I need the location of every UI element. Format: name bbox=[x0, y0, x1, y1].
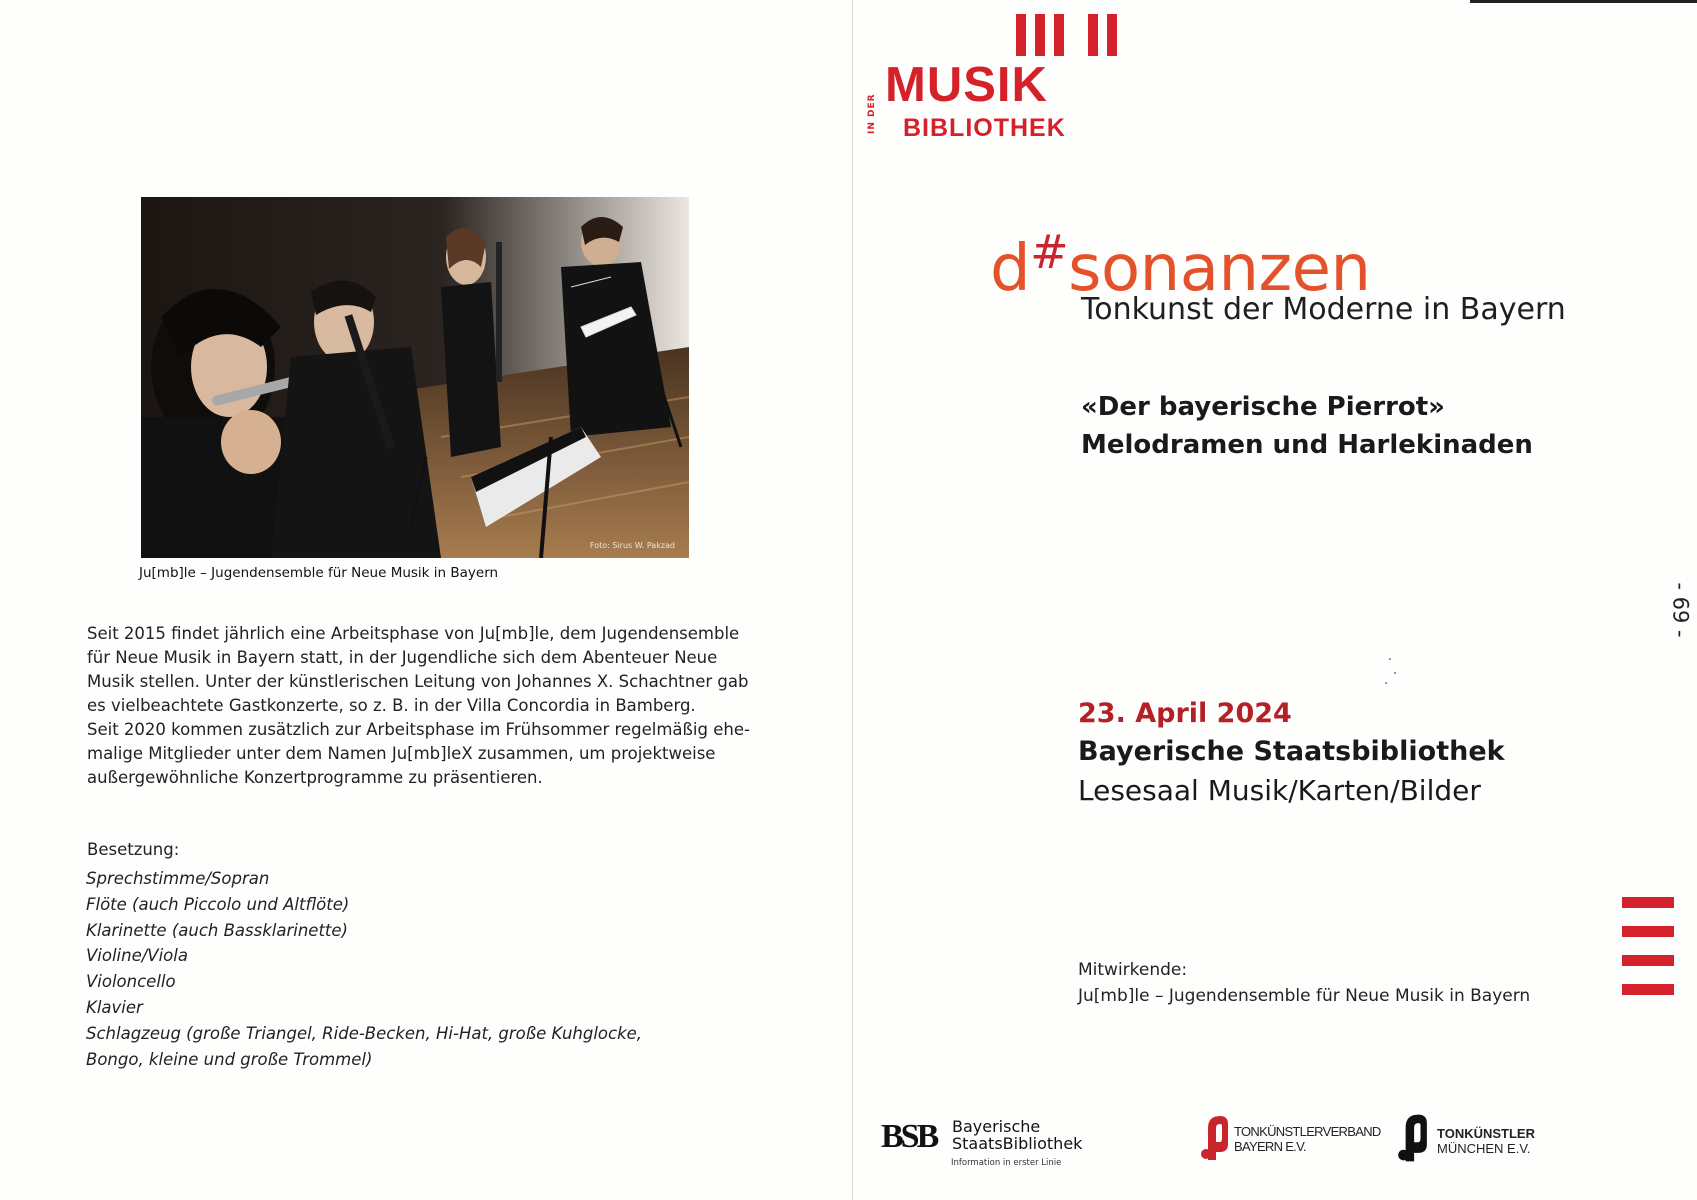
body-text bbox=[87, 622, 767, 790]
event-venue: Bayerische Staatsbibliothek bbox=[1078, 736, 1505, 767]
program-title-block bbox=[1081, 388, 1533, 464]
bsb-tagline: Information in erster Linie bbox=[951, 1158, 1062, 1168]
tkm-line2: MÜNCHEN E.V. bbox=[1437, 1141, 1531, 1156]
logo-bar bbox=[1088, 14, 1098, 56]
program-subtitle: Melodramen und Harlekinaden bbox=[1081, 430, 1533, 460]
tkv-note-icon bbox=[1198, 1114, 1230, 1162]
ensemble-photo bbox=[141, 197, 689, 558]
tkm-line1: TONKÜNSTLER bbox=[1437, 1126, 1535, 1141]
logo-bar bbox=[1054, 14, 1064, 56]
body-line: malige Mitglieder unter dem Namen Ju[mb]leX zusammen, um projektweise bbox=[87, 744, 716, 763]
page-edge bbox=[1470, 0, 1697, 3]
bsb-line1: Bayerische bbox=[952, 1117, 1041, 1136]
program-title: «Der bayerische Pierrot» bbox=[1081, 392, 1445, 422]
mitwirkende-title: Mitwirkende: bbox=[1078, 960, 1188, 980]
logo-musik: MUSIK bbox=[885, 58, 1048, 112]
speck bbox=[1394, 672, 1396, 674]
page-number: - 69 - bbox=[1668, 582, 1693, 638]
tkv-line1: TONKÜNSTLERVERBAND bbox=[1234, 1124, 1381, 1139]
tkm-note-icon bbox=[1395, 1112, 1429, 1164]
bsb-line2: StaatsBibliothek bbox=[952, 1134, 1083, 1153]
bar bbox=[1622, 984, 1674, 995]
besetzung-title: Besetzung: bbox=[87, 840, 180, 859]
series-subtitle: Tonkunst der Moderne in Bayern bbox=[1081, 292, 1566, 327]
body-line: Musik stellen. Unter der künstlerischen Leitung von Johannes X. Schachtner gab bbox=[87, 672, 749, 691]
body-line: es vielbeachtete Gastkonzerte, so z. B. in der Villa Concordia in Bamberg. bbox=[87, 696, 696, 715]
tkm-name bbox=[1437, 1126, 1535, 1156]
bar bbox=[1622, 926, 1674, 937]
logo-bar bbox=[1016, 14, 1026, 56]
logo-bar bbox=[1035, 14, 1045, 56]
list-item: Flöte (auch Piccolo und Altflöte) bbox=[86, 894, 350, 914]
list-item: Bongo, kleine und große Trommel) bbox=[86, 1049, 373, 1069]
body-line: Seit 2015 findet jährlich eine Arbeitsphase von Ju[mb]le, dem Jugendensemble bbox=[87, 624, 740, 643]
bar bbox=[1622, 897, 1674, 908]
photo-credit: Foto: Sirus W. Pakzad bbox=[589, 541, 675, 550]
body-line: Seit 2020 kommen zusätzlich zur Arbeitsphase im Frühsommer regelmäßig ehe- bbox=[87, 720, 750, 739]
logo-bar bbox=[1107, 14, 1117, 56]
photo-caption: Ju[mb]le – Jugendensemble für Neue Musik in Bayern bbox=[139, 565, 499, 581]
list-item: Schlagzeug (große Triangel, Ride-Becken, Hi-Hat, große Kuhglocke, bbox=[86, 1023, 643, 1043]
speck bbox=[1385, 682, 1387, 684]
tonkuenstler-muenchen-logo bbox=[1395, 1112, 1535, 1168]
list-item: Violine/Viola bbox=[86, 946, 188, 966]
series-hash: # bbox=[1030, 225, 1069, 279]
mitwirkende-name: Ju[mb]le – Jugendensemble für Neue Musik in Bayern bbox=[1078, 986, 1531, 1006]
list-item: Klarinette (auch Bassklarinette) bbox=[86, 920, 348, 940]
list-item: Violoncello bbox=[86, 972, 176, 992]
bar bbox=[1622, 955, 1674, 966]
body-line: für Neue Musik in Bayern statt, in der Jugendliche sich dem Abenteuer Neue bbox=[87, 648, 718, 667]
series-d: d bbox=[990, 232, 1031, 306]
decorative-bars bbox=[1622, 897, 1674, 1013]
musik-in-der-bibliothek-logo bbox=[867, 14, 1125, 154]
right-page bbox=[852, 0, 1697, 1200]
bsb-mark: BSB bbox=[881, 1118, 937, 1155]
bsb-name bbox=[952, 1118, 1082, 1152]
event-date: 23. April 2024 bbox=[1078, 698, 1292, 729]
tonkuenstlerverband-logo bbox=[1198, 1114, 1381, 1166]
tkv-line2: BAYERN E.V. bbox=[1234, 1139, 1306, 1154]
event-room: Lesesaal Musik/Karten/Bilder bbox=[1078, 774, 1481, 807]
tkv-name bbox=[1234, 1124, 1381, 1154]
series-sonanzen: sonanzen bbox=[1068, 232, 1371, 306]
body-line: außergewöhnliche Konzertprogramme zu präsentieren. bbox=[87, 768, 543, 787]
list-item: Klavier bbox=[86, 997, 143, 1017]
logo-bibliothek: BIBLIOTHEK bbox=[903, 114, 1066, 142]
speck bbox=[1389, 658, 1391, 660]
list-item: Sprechstimme/Sopran bbox=[86, 869, 270, 888]
logo-in-der: IN DER bbox=[867, 93, 877, 134]
besetzung-list bbox=[86, 866, 642, 1072]
